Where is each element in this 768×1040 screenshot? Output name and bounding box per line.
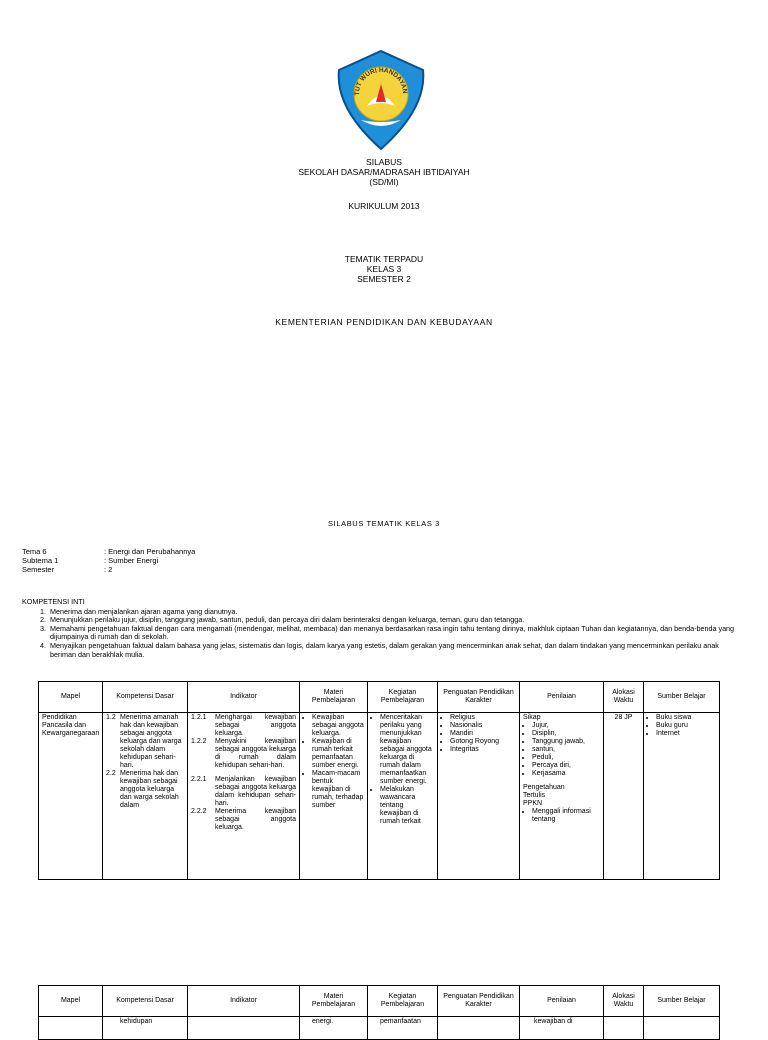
kd-text: Menerima amanah hak dan kewajiban sebagai anggota keluarga dan warga sekolah dalam kehidupan sehari-hari.: [120, 714, 182, 769]
list-item: • Kewajiban sebagai anggota keluarga.: [312, 714, 364, 738]
indikator-number: 2.2.1: [191, 776, 207, 783]
column-header: Materi Pembelajaran: [300, 682, 368, 713]
indikator-number: 2.2.2: [191, 808, 207, 815]
list-item: • Kewajiban di rumah terkait pemanfaatan sumber energi.: [312, 738, 364, 770]
column-header: Kegiatan Pembelajaran: [368, 986, 438, 1017]
column-header: Indikator: [188, 682, 300, 713]
materi-list: [303, 714, 364, 810]
penilaian-pengetahuan-list: [523, 808, 600, 824]
cell-penilaian: kewajiban di: [520, 1017, 604, 1040]
info-value: : 2: [104, 565, 113, 574]
list-item: • Internet: [656, 730, 716, 738]
indikator-item: [191, 714, 296, 738]
list-item: • Percaya diri,: [532, 762, 600, 770]
info-value: : Energi dan Perubahannya: [104, 547, 196, 556]
cell-kompetensi-dasar: kehidupan: [103, 1017, 188, 1040]
column-header: Mapel: [39, 986, 103, 1017]
kd-number: 1.2: [106, 714, 116, 721]
list-item: • Macam-macam bentuk kewajiban di rumah, terhadap sumber: [312, 770, 364, 810]
info-row-subtema: [22, 556, 195, 565]
column-header: Penguatan Pendidikan Karakter: [438, 986, 520, 1017]
info-key: Subtema 1: [22, 556, 59, 565]
penilaian-tertulis-label: Tertulis: [523, 792, 546, 799]
tematik-block: [0, 254, 768, 284]
column-header: Alokasi Waktu: [604, 986, 644, 1017]
cell-kompetensi-dasar: [103, 713, 188, 880]
column-header: Sumber Belajar: [644, 986, 720, 1017]
list-item: • Disiplin,: [532, 730, 600, 738]
column-header: Kegiatan Pembelajaran: [368, 682, 438, 713]
karakter-list: [441, 714, 516, 754]
kd-text: Menerima hak dan kewajiban sebagai anggota keluarga dan warga sekolah dalam: [120, 770, 179, 809]
cell-sumber: [644, 713, 720, 880]
cell-materi: energi.: [300, 1017, 368, 1040]
list-item: • Tanggung jawab,: [532, 738, 600, 746]
info-key: Tema 6: [22, 547, 47, 556]
column-header: Indikator: [188, 986, 300, 1017]
indikator-item: [191, 776, 296, 808]
tut-wuri-handayani-logo: [331, 48, 431, 152]
silabus-table-continued: [38, 985, 720, 1040]
list-item: • santun,: [532, 746, 600, 754]
list-item: • Mandiri: [450, 730, 516, 738]
list-item: 3. Memahami pengetahuan faktual dengan cara mengamati (mendengar, melihat, membaca) dan menanya berdasarkan rasa ingin tahu tentang dirinya, makhluk ciptaan Tuhan dan kegiatannya, dan benda-benda yang dijumpainya di rumah dan di sekolah.: [48, 625, 742, 642]
list-item: • Jujur,: [532, 722, 600, 730]
info-value: : Sumber Energi: [104, 556, 159, 565]
silabus-table: [38, 681, 720, 880]
silabus-subtitle: SILABUS TEMATIK KELAS 3: [328, 519, 440, 528]
table-header-row: [39, 682, 720, 713]
column-header: Kompetensi Dasar: [103, 986, 188, 1017]
title-line-3: (SD/MI): [369, 177, 399, 187]
cell-materi: [300, 713, 368, 880]
cell-mapel: [39, 1017, 103, 1040]
info-row-semester: [22, 565, 195, 574]
title-block: [0, 157, 768, 187]
semester-label: SEMESTER 2: [357, 274, 411, 284]
kompetensi-inti-heading: KOMPETENSI INTI: [22, 597, 85, 606]
kd-item: [106, 714, 184, 770]
title-line-1: SILABUS: [366, 157, 402, 167]
list-item: • Integritas: [450, 746, 516, 754]
info-key: Semester: [22, 565, 55, 574]
list-item: • Kerjasama: [532, 770, 600, 778]
ministry-label: KEMENTERIAN PENDIDIKAN DAN KEBUDAYAAN: [275, 317, 493, 327]
kompetensi-inti: [22, 598, 742, 659]
penilaian-sikap-list: [523, 722, 600, 778]
tematik-label: TEMATIK TERPADU: [344, 254, 424, 264]
indikator-text: Menerima kewajiban sebagai anggota keluarga.: [215, 808, 296, 831]
table-header-row: [39, 986, 720, 1017]
indikator-item: [191, 738, 296, 770]
indikator-text: Menyakini kewajiban sebagai anggota keluarga di rumah dalam kehidupan sehari-hari.: [215, 738, 296, 769]
kd-item: [106, 770, 184, 810]
kd-number: 2.2: [106, 770, 116, 777]
penilaian-pengetahuan-label: Pengetahuan: [523, 784, 565, 791]
list-item: • Menggali informasi tentang: [532, 808, 600, 824]
column-header: Penilaian: [520, 682, 604, 713]
cell-kegiatan: pemanfaatan: [368, 1017, 438, 1040]
column-header: Penguatan Pendidikan Karakter: [438, 682, 520, 713]
cell-karakter: [438, 1017, 520, 1040]
theme-info: [22, 547, 195, 574]
list-item: 1. Menerima dan menjalankan ajaran agama yang dianutnya.: [48, 608, 742, 617]
column-header: Mapel: [39, 682, 103, 713]
list-item: • Gotong Royong: [450, 738, 516, 746]
list-item: 4. Menyajikan pengetahuan faktual dalam bahasa yang jelas, sistematis dan logis, dalam karya yang estetis, dalam gerakan yang mencerminkan anak sehat, dan dalam tindakan yang mencerminkan perilaku anak beriman dan berakhlak mulia.: [48, 642, 742, 659]
kegiatan-list: [371, 714, 434, 826]
cell-alokasi: 28 JP: [604, 713, 644, 880]
list-item: • Buku guru: [656, 722, 716, 730]
kompetensi-inti-list: [22, 608, 742, 660]
column-header: Alokasi Waktu: [604, 682, 644, 713]
cell-alokasi: [604, 1017, 644, 1040]
list-item: • Menceritakan perilaku yang menunjukkan kewajiban sebagai anggota keluarga di rumah dalam memanfaatkan sumber energi.: [380, 714, 434, 786]
list-item: 2. Menunjukkan perilaku jujur, disiplin, tanggung jawab, santun, peduli, dan percaya diri dalam berinteraksi dengan keluarga, teman, guru dan tetangga.: [48, 616, 742, 625]
info-row-tema: [22, 547, 195, 556]
kurikulum-label: KURIKULUM 2013: [348, 201, 420, 211]
cell-mapel: Pendidikan Pancasila dan Kewarganegaraan: [39, 713, 103, 880]
penilaian-ppkn-label: PPKN: [523, 800, 543, 807]
list-item: • Religius: [450, 714, 516, 722]
indikator-item: [191, 808, 296, 832]
indikator-number: 1.2.1: [191, 714, 207, 721]
list-item: • Peduli,: [532, 754, 600, 762]
svg-text:TUT WURI HANDAYANI: TUT WURI HANDAYAN: [353, 66, 409, 96]
column-header: Materi Pembelajaran: [300, 986, 368, 1017]
column-header: Sumber Belajar: [644, 682, 720, 713]
cell-indikator: [188, 1017, 300, 1040]
column-header: Kompetensi Dasar: [103, 682, 188, 713]
list-item: • Melakukan wawancara tentang kewajiban di rumah terkait: [380, 786, 434, 826]
cell-penilaian: [520, 713, 604, 880]
list-item: • Nasionalis: [450, 722, 516, 730]
sumber-list: [647, 714, 716, 738]
indikator-text: Menghargai kewajiban sebagai anggota keluarga.: [215, 714, 296, 737]
cell-sumber: [644, 1017, 720, 1040]
table-row: [39, 713, 720, 880]
penilaian-sikap-label: Sikap: [523, 714, 541, 721]
indikator-text: Menjalankan kewajiban sebagai anggota keluarga dalam kehidupan sehari-hari.: [215, 776, 296, 807]
title-line-2: SEKOLAH DASAR/MADRASAH IBTIDAIYAH: [298, 167, 470, 177]
cell-kegiatan: [368, 713, 438, 880]
column-header: Penilaian: [520, 986, 604, 1017]
indikator-number: 1.2.2: [191, 738, 207, 745]
cell-indikator: [188, 713, 300, 880]
table-row: [39, 1017, 720, 1040]
kelas-label: KELAS 3: [366, 264, 402, 274]
list-item: • Buku siswa: [656, 714, 716, 722]
cell-karakter: [438, 713, 520, 880]
